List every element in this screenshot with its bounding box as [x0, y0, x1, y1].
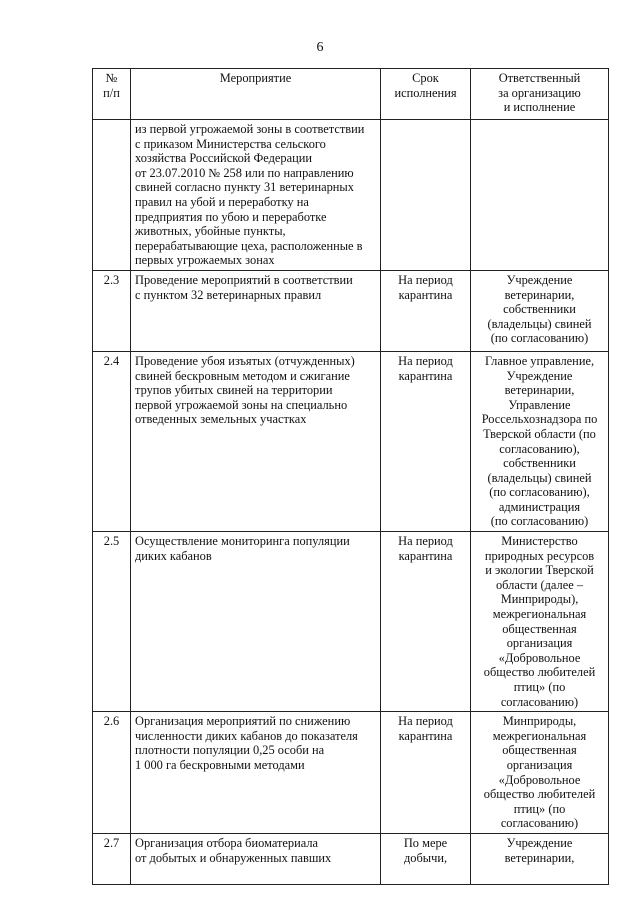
page-number: 6 — [316, 40, 324, 55]
table-header-row — [93, 69, 609, 120]
table-row-continuation — [93, 120, 609, 271]
cell-responsible: Учреждение ветеринарии, — [471, 833, 609, 884]
cell-responsible: Минприроды, межрегиональная общественная организация «Добровольное общество любителей птиц» (по согласованию) — [471, 712, 609, 834]
cell-num: 2.5 — [93, 532, 131, 712]
cell-num — [93, 120, 131, 271]
header-term: Срок исполнения — [381, 69, 471, 120]
table-row — [93, 712, 609, 834]
cell-activity: Осуществление мониторинга популяции диких кабанов — [131, 532, 381, 712]
cell-term: По мере добычи, — [381, 833, 471, 884]
cell-term: На период карантина — [381, 712, 471, 834]
table-row — [93, 532, 609, 712]
cell-responsible — [471, 120, 609, 271]
header-num: № п/п — [93, 69, 131, 120]
cell-num: 2.4 — [93, 351, 131, 531]
header-activity: Мероприятие — [131, 69, 381, 120]
cell-num: 2.3 — [93, 270, 131, 351]
header-responsible: Ответственный за организацию и исполнение — [471, 69, 609, 120]
cell-activity: Организация мероприятий по снижению численности диких кабанов до показателя плотности популяции 0,25 особи на 1 000 га бескровными методами — [131, 712, 381, 834]
table-row — [93, 833, 609, 884]
cell-activity: Проведение убоя изъятых (отчужденных) свиней бескровным методом и сжигание трупов убитых свиней на территории первой угрожаемой зоны на специально отведенных земельных участках — [131, 351, 381, 531]
cell-activity: Проведение мероприятий в соответствии с пунктом 32 ветеринарных правил — [131, 270, 381, 351]
cell-term — [381, 120, 471, 271]
cell-num: 2.6 — [93, 712, 131, 834]
cell-num: 2.7 — [93, 833, 131, 884]
cell-responsible: Главное управление, Учреждение ветеринарии, Управление Россельхознадзора по Тверской области (по согласованию), собственники (владельцы) свиней (по согласованию), администрация (по согласованию) — [471, 351, 609, 531]
cell-term: На период карантина — [381, 270, 471, 351]
cell-activity: Организация отбора биоматериала от добытых и обнаруженных павших — [131, 833, 381, 884]
table-row — [93, 270, 609, 351]
cell-term: На период карантина — [381, 351, 471, 531]
cell-activity: из первой угрожаемой зоны в соответствии с приказом Министерства сельского хозяйства Российской Федерации от 23.07.2010 № 258 или по направлению свиней согласно пункту 31 ветеринарных правил на убой и переработку на предприятия по убою и переработке животных, убойные пункты, перерабатывающие цеха, расположенные в первых угрожаемых зонах — [131, 120, 381, 271]
measures-table — [92, 68, 609, 885]
cell-responsible: Министерство природных ресурсов и экологии Тверской области (далее – Минприроды), межрегиональная общественная организация «Добровольное общество любителей птиц» (по согласованию) — [471, 532, 609, 712]
cell-responsible: Учреждение ветеринарии, собственники (владельцы) свиней (по согласованию) — [471, 270, 609, 351]
cell-term: На период карантина — [381, 532, 471, 712]
table-row — [93, 351, 609, 531]
